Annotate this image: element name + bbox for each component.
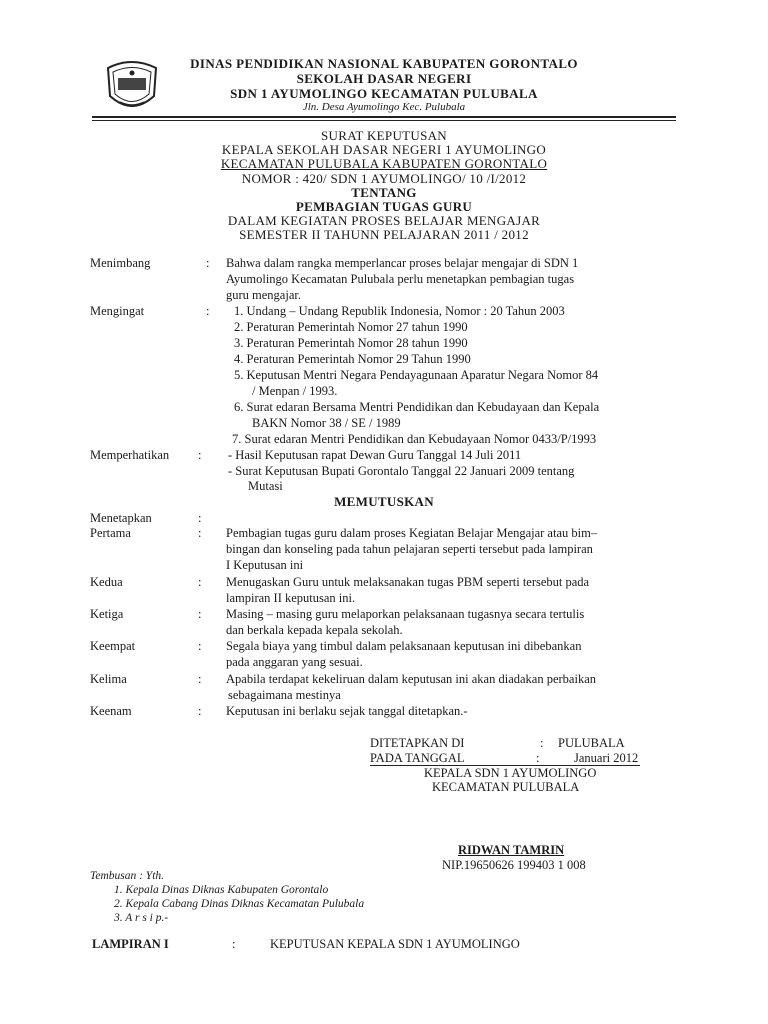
pertama-line: bingan dan konseling pada tahun pelajaran seperti tersebut pada lampiran xyxy=(226,542,593,556)
ketiga-label: Ketiga xyxy=(90,607,124,621)
kelima-colon: : xyxy=(198,672,202,686)
keempat-line: Segala biaya yang timbul dalam pelaksanaan keputusan ini dibebankan xyxy=(226,639,582,653)
kelima-label: Kelima xyxy=(90,672,127,686)
title-kepala-sekolah: KEPALA SEKOLAH DASAR NEGERI 1 AYUMOLINGO xyxy=(221,142,547,157)
memperhatikan-item: Mutasi xyxy=(248,479,283,493)
signer-kecamatan: KECAMATAN PULUBALA xyxy=(432,780,580,794)
memperhatikan-label: Memperhatikan xyxy=(90,448,170,462)
title-semester: SEMESTER II TAHUNN PELAJARAN 2011 / 2012 xyxy=(239,227,529,242)
header-address: Jln. Desa Ayumolingo Kec. Pulubala xyxy=(302,101,466,113)
tembusan-item: 1. Kepala Dinas Diknas Kabupaten Gorontalo xyxy=(114,884,329,896)
kedua-label: Kedua xyxy=(90,575,123,589)
title-kecamatan: KECAMATAN PULUBALA KABUPATEN GORONTALO xyxy=(220,156,548,171)
tembusan-title: Tembusan : Yth. xyxy=(90,870,165,882)
signer-position: KEPALA SDN 1 AYUMOLINGO xyxy=(424,766,597,780)
menimbang-line: Bahwa dalam rangka memperlancar proses belajar mengajar di SDN 1 xyxy=(226,256,579,270)
memutuskan-heading: MEMUTUSKAN xyxy=(334,494,434,509)
pertama-line: Pembagian tugas guru dalam proses Kegiatan Belajar Mengajar atau bim– xyxy=(226,526,598,540)
ketiga-colon: : xyxy=(198,607,202,621)
kelima-line: sebagaimana mestinya xyxy=(228,688,341,702)
mengingat-item: 7. Surat edaran Mentri Pendidikan dan Kebudayaan Nomor 0433/P/1993 xyxy=(232,432,597,446)
ditetapkan-place: PULUBALA xyxy=(558,736,625,750)
pertama-label: Pertama xyxy=(90,526,131,540)
header-rule-thick xyxy=(92,116,676,118)
mengingat-label: Mengingat xyxy=(90,304,145,318)
ditetapkan-colon: : xyxy=(540,736,544,750)
lampiran-label: LAMPIRAN I xyxy=(92,937,169,951)
ketiga-line: Masing – masing guru melaporkan pelaksanaan tugasnya secara tertulis xyxy=(226,607,585,621)
keempat-line: pada anggaran yang sesuai. xyxy=(226,655,363,669)
ketiga-line: dan berkala kepada kepala sekolah. xyxy=(226,623,403,637)
ditetapkan-label: DITETAPKAN DI xyxy=(370,736,465,750)
lampiran-value: KEPUTUSAN KEPALA SDN 1 AYUMOLINGO xyxy=(270,937,520,951)
mengingat-item: 6. Surat edaran Bersama Mentri Pendidikan dan Kebudayaan dan Kepala xyxy=(234,400,600,414)
header-school-type: SEKOLAH DASAR NEGERI xyxy=(296,71,472,86)
keenam-line: Keputusan ini berlaku sejak tanggal ditetapkan.- xyxy=(226,704,468,718)
menetapkan-colon: : xyxy=(198,511,202,525)
header-agency: DINAS PENDIDIKAN NASIONAL KABUPATEN GORONTALO xyxy=(190,56,578,71)
kedua-line: Menugaskan Guru untuk melaksanakan tugas PBM seperti tersebut pada xyxy=(226,575,590,589)
keempat-colon: : xyxy=(198,639,202,653)
menimbang-colon: : xyxy=(206,256,210,270)
header-rule-thin xyxy=(92,120,676,121)
lampiran-colon: : xyxy=(232,937,236,951)
mengingat-item: 3. Peraturan Pemerintah Nomor 28 tahun 1990 xyxy=(234,336,468,350)
signer-name: RIDWAN TAMRIN xyxy=(458,843,565,857)
menetapkan-label: Menetapkan xyxy=(90,511,152,525)
signer-nip: NIP.19650626 199403 1 008 xyxy=(442,858,586,872)
title-surat-keputusan: SURAT KEPUTUSAN xyxy=(321,128,447,143)
keenam-label: Keenam xyxy=(90,704,132,718)
kelima-line: Apabila terdapat kekeliruan dalam keputusan ini akan diadakan perbaikan xyxy=(226,672,596,686)
mengingat-item: BAKN Nomor 38 / SE / 1989 xyxy=(252,416,401,430)
tanggal-label: PADA TANGGAL xyxy=(370,751,465,765)
mengingat-item: / Menpan / 1993. xyxy=(252,384,338,398)
tembusan-item: 3. A r s i p.- xyxy=(114,912,169,924)
title-subject: PEMBAGIAN TUGAS GURU xyxy=(295,199,473,214)
menimbang-line: Ayumolingo Kecamatan Pulubala perlu menetapkan pembagian tugas xyxy=(226,272,575,286)
pertama-colon: : xyxy=(198,526,202,540)
tanggal-colon: : xyxy=(536,751,540,765)
mengingat-item: 2. Peraturan Pemerintah Nomor 27 tahun 1990 xyxy=(234,320,468,334)
title-tentang: TENTANG xyxy=(351,185,417,200)
mengingat-colon: : xyxy=(206,304,210,318)
title-nomor: NOMOR : 420/ SDN 1 AYUMOLINGO/ 10 /I/2012 xyxy=(241,171,527,186)
menimbang-line: guru mengajar. xyxy=(226,288,301,302)
tanggal-value: Januari 2012 xyxy=(574,751,639,765)
keenam-colon: : xyxy=(198,704,202,718)
menimbang-label: Menimbang xyxy=(90,256,151,270)
keempat-label: Keempat xyxy=(90,639,136,653)
header-school-name: SDN 1 AYUMOLINGO KECAMATAN PULUBALA xyxy=(230,86,538,101)
mengingat-item: 4. Peraturan Pemerintah Nomor 29 Tahun 1990 xyxy=(234,352,471,366)
pertama-line: I Keputusan ini xyxy=(226,558,304,572)
title-kegiatan: DALAM KEGIATAN PROSES BELAJAR MENGAJAR xyxy=(227,213,541,228)
kedua-line: lampiran II keputusan ini. xyxy=(226,591,356,605)
memperhatikan-item: - Surat Keputusan Bupati Gorontalo Tanggal 22 Januari 2009 tentang xyxy=(228,464,575,478)
memperhatikan-item: - Hasil Keputusan rapat Dewan Guru Tanggal 14 Juli 2011 xyxy=(228,448,522,462)
memperhatikan-colon: : xyxy=(198,448,202,462)
mengingat-item: 5. Keputusan Mentri Negara Pendayagunaan Aparatur Negara Nomor 84 xyxy=(234,368,599,382)
tembusan-item: 2. Kepala Cabang Dinas Diknas Kecamatan Pulubala xyxy=(114,898,365,910)
mengingat-item: 1. Undang – Undang Republik Indonesia, Nomor : 20 Tahun 2003 xyxy=(234,304,565,318)
kedua-colon: : xyxy=(198,575,202,589)
